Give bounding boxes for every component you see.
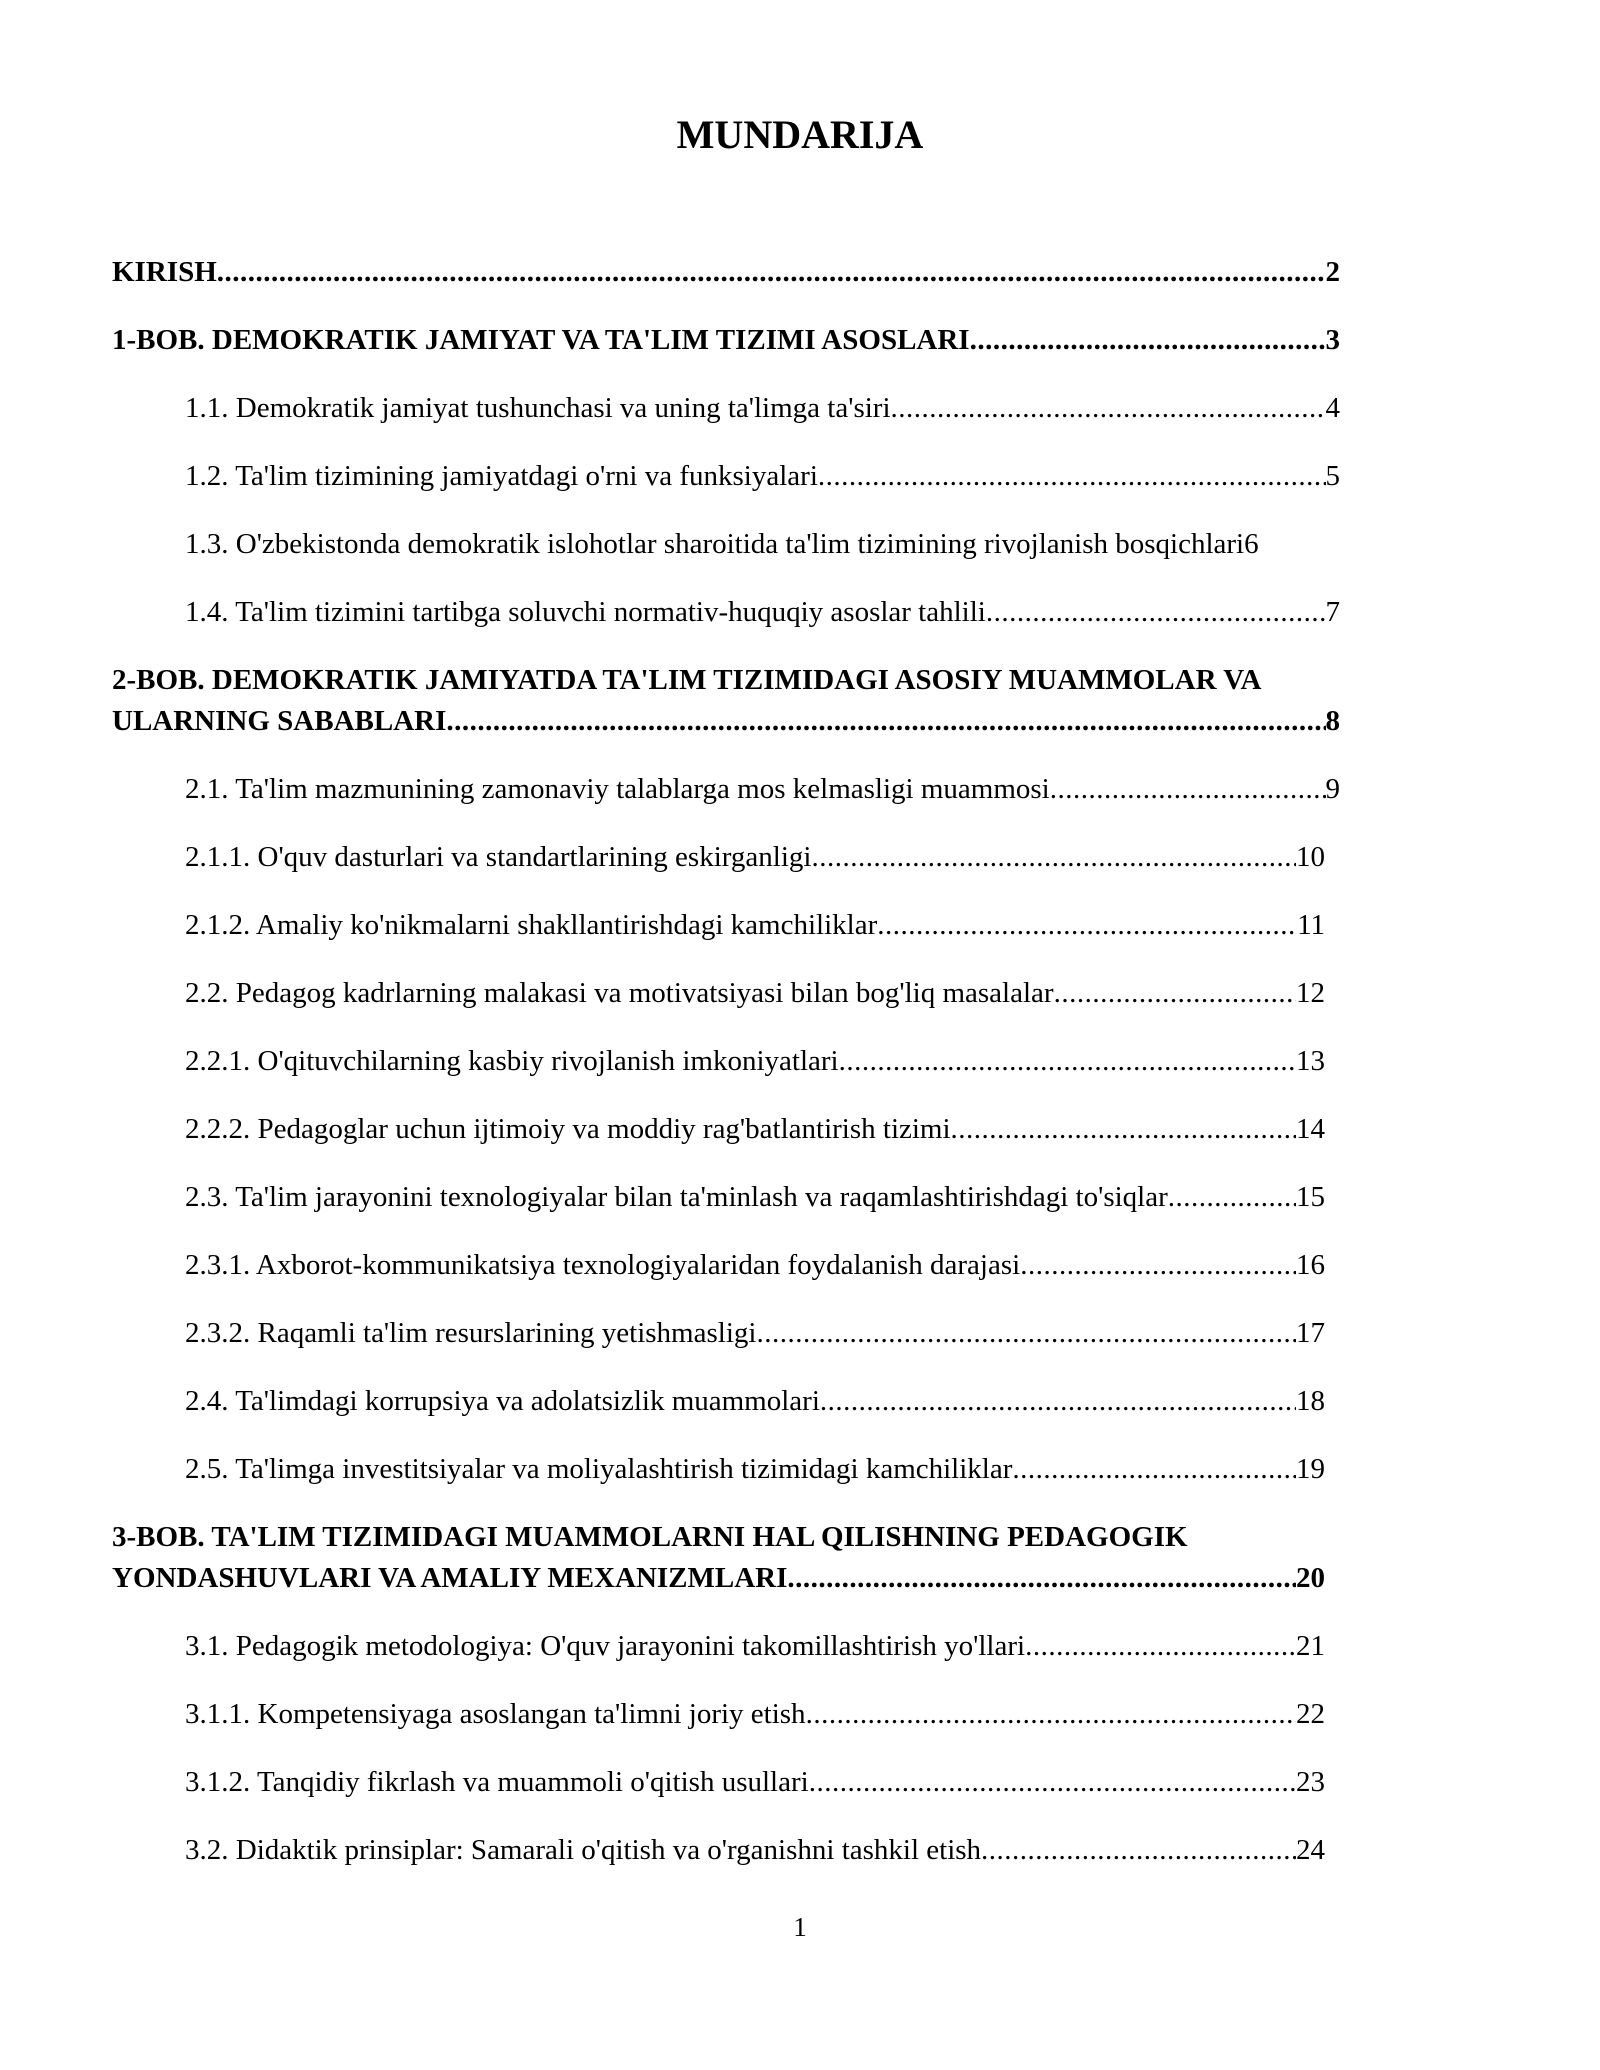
toc-entry-text: 3.1. Pedagogik metodologiya: O'quv jarayonini takomillashtirish yo'llari bbox=[185, 1630, 1026, 1662]
toc-page-number: 13 bbox=[1296, 1045, 1325, 1077]
dot-leader bbox=[986, 592, 1326, 633]
toc-entry-2-2-2[interactable] bbox=[185, 1109, 1325, 1150]
toc-page-number: 20 bbox=[1296, 1562, 1325, 1594]
toc-page-number: 18 bbox=[1296, 1385, 1325, 1417]
toc-entry-text-line1: 2-BOB. DEMOKRATIK JAMIYATDA TA'LIM TIZIMIDAGI ASOSIY MUAMMOLAR VA bbox=[112, 664, 1262, 696]
dot-leader bbox=[891, 388, 1326, 429]
toc-entry-text-line2: YONDASHUVLARI VA AMALIY MEXANIZMLARI bbox=[112, 1562, 788, 1594]
toc-entry-text: 3.1.1. Kompetensiyaga asoslangan ta'limni joriy etish bbox=[185, 1698, 806, 1730]
toc-page-number: 23 bbox=[1296, 1766, 1325, 1798]
toc-entry-1-2[interactable] bbox=[185, 456, 1340, 497]
toc-entry-text-line1: 3-BOB. TA'LIM TIZIMIDAGI MUAMMOLARNI HAL QILISHNING PEDAGOGIK bbox=[112, 1521, 1188, 1553]
toc-page-number: 14 bbox=[1296, 1113, 1325, 1145]
toc-entry-line2 bbox=[112, 701, 1340, 742]
toc-entry-text: 2.3. Ta'lim jarayonini texnologiyalar bilan ta'minlash va raqamlashtirishdagi to'siqlar bbox=[185, 1181, 1168, 1213]
dot-leader bbox=[217, 252, 1326, 293]
toc-entry-3-2[interactable] bbox=[185, 1830, 1325, 1871]
toc-page-number: 7 bbox=[1325, 596, 1340, 628]
toc-entry-line2 bbox=[112, 1558, 1325, 1599]
toc-entry-1-4[interactable] bbox=[185, 592, 1340, 633]
dot-leader bbox=[1012, 1449, 1296, 1490]
page-title: MUNDARIJA bbox=[676, 112, 924, 157]
toc-page-number: 17 bbox=[1296, 1317, 1325, 1349]
toc-entry-text: 3.2. Didaktik prinsiplar: Samarali o'qitish va o'rganishni tashkil etish bbox=[185, 1834, 982, 1866]
dot-leader bbox=[818, 456, 1326, 497]
toc-page-number: 15 bbox=[1296, 1181, 1325, 1213]
toc-page-number: 2 bbox=[1325, 256, 1340, 288]
toc-entry-chapter-3[interactable] bbox=[112, 1517, 1325, 1599]
dot-leader bbox=[981, 1830, 1296, 1871]
toc-entry-2-2-1[interactable] bbox=[185, 1041, 1325, 1082]
dot-leader bbox=[1054, 973, 1296, 1014]
toc-entry-chapter-1[interactable] bbox=[112, 320, 1340, 361]
toc-page-number: 12 bbox=[1296, 977, 1325, 1009]
toc-entry-2-4[interactable] bbox=[185, 1381, 1325, 1422]
toc-entry-2-1-1[interactable] bbox=[185, 837, 1325, 878]
toc-page-number: 11 bbox=[1297, 909, 1325, 941]
toc-page-number: 19 bbox=[1296, 1453, 1325, 1485]
toc-entry-text: 2.5. Ta'limga investitsiyalar va moliyalashtirish tizimidagi kamchiliklar bbox=[185, 1453, 1013, 1485]
toc-entry-text: 2.1. Ta'lim mazmunining zamonaviy talablarga mos kelmasligi muammosi bbox=[185, 773, 1050, 805]
table-of-contents bbox=[112, 252, 1342, 1898]
toc-entry-text: 1-BOB. DEMOKRATIK JAMIYAT VA TA'LIM TIZIMI ASOSLARI bbox=[112, 324, 970, 356]
toc-entry-2-1[interactable] bbox=[185, 769, 1340, 810]
toc-entry-2-3-2[interactable] bbox=[185, 1313, 1325, 1354]
dot-leader bbox=[1168, 1177, 1296, 1218]
toc-entry-text: 1.1. Demokratik jamiyat tushunchasi va uning ta'limga ta'siri bbox=[185, 392, 891, 424]
toc-entry-1-3[interactable] bbox=[185, 524, 1375, 565]
dot-leader bbox=[811, 837, 1296, 878]
toc-entry-2-5[interactable] bbox=[185, 1449, 1325, 1490]
toc-entry-1-1[interactable] bbox=[185, 388, 1340, 429]
toc-entry-text: 2.2. Pedagog kadrlarning malakasi va motivatsiyasi bilan bog'liq masalalar bbox=[185, 977, 1054, 1009]
toc-entry-text: 2.4. Ta'limdagi korrupsiya va adolatsizlik muammolari bbox=[185, 1385, 820, 1417]
toc-page-number: 3 bbox=[1325, 324, 1340, 356]
toc-entry-text: 2.1.1. O'quv dasturlari va standartlarining eskirganligi bbox=[185, 841, 812, 873]
toc-page-number: 10 bbox=[1296, 841, 1325, 873]
toc-page-number: 5 bbox=[1325, 460, 1340, 492]
toc-entry-text: 1.4. Ta'lim tizimini tartibga soluvchi normativ-huquqiy asoslar tahlili bbox=[185, 596, 986, 628]
toc-entry-text: 2.1.2. Amaliy ko'nikmalarni shakllantirishdagi kamchiliklar bbox=[185, 909, 878, 941]
toc-entry-2-2[interactable] bbox=[185, 973, 1325, 1014]
toc-page-number: 16 bbox=[1296, 1249, 1325, 1281]
toc-entry-chapter-2[interactable] bbox=[112, 660, 1340, 742]
toc-entry-kirish[interactable] bbox=[112, 252, 1340, 293]
toc-entry-3-1-1[interactable] bbox=[185, 1694, 1325, 1735]
toc-page-number: 8 bbox=[1325, 705, 1340, 737]
toc-entry-text: 2.2.1. O'qituvchilarning kasbiy rivojlanish imkoniyatlari bbox=[185, 1045, 839, 1077]
dot-leader bbox=[446, 701, 1325, 742]
toc-entry-text: 1.2. Ta'lim tizimining jamiyatdagi o'rni va funksiyalari bbox=[185, 460, 818, 492]
dot-leader bbox=[970, 320, 1326, 361]
toc-entry-text: 2.3.1. Axborot-kommunikatsiya texnologiyalaridan foydalanish darajasi bbox=[185, 1249, 1021, 1281]
dot-leader bbox=[877, 905, 1297, 946]
dot-leader bbox=[809, 1762, 1296, 1803]
dot-leader bbox=[839, 1041, 1296, 1082]
toc-entry-text-line2: ULARNING SABABLARI bbox=[112, 705, 447, 737]
dot-leader bbox=[787, 1558, 1296, 1599]
toc-entry-text: 2.2.2. Pedagoglar uchun ijtimoiy va moddiy rag'batlantirish tizimi bbox=[185, 1113, 951, 1145]
dot-leader bbox=[1025, 1626, 1296, 1667]
toc-entry-2-3[interactable] bbox=[185, 1177, 1325, 1218]
toc-page-number: 22 bbox=[1296, 1698, 1325, 1730]
toc-entry-text: 1.3. O'zbekistonda demokratik islohotlar sharoitida ta'lim tizimining rivojlanish bosqichlari bbox=[185, 528, 1245, 560]
toc-entry-2-1-2[interactable] bbox=[185, 905, 1325, 946]
page-number: 1 bbox=[793, 1912, 807, 1942]
toc-entry-text: 3.1.2. Tanqidiy fikrlash va muammoli o'qitish usullari bbox=[185, 1766, 809, 1798]
dot-leader bbox=[756, 1313, 1296, 1354]
dot-leader bbox=[1050, 769, 1326, 810]
toc-entry-2-3-1[interactable] bbox=[185, 1245, 1325, 1286]
toc-page-number: 24 bbox=[1296, 1834, 1325, 1866]
toc-entry-3-1-2[interactable] bbox=[185, 1762, 1325, 1803]
toc-entry-text: KIRISH bbox=[112, 256, 217, 288]
dot-leader bbox=[1020, 1245, 1296, 1286]
dot-leader bbox=[820, 1381, 1296, 1422]
toc-page-number: 21 bbox=[1296, 1630, 1325, 1662]
toc-entry-text: 2.3.2. Raqamli ta'lim resurslarining yetishmasligi bbox=[185, 1317, 757, 1349]
toc-page-number: 4 bbox=[1325, 392, 1340, 424]
dot-leader bbox=[806, 1694, 1296, 1735]
dot-leader bbox=[951, 1109, 1296, 1150]
toc-page-number: 9 bbox=[1325, 773, 1340, 805]
toc-entry-3-1[interactable] bbox=[185, 1626, 1325, 1667]
toc-page-number: 6 bbox=[1244, 528, 1259, 560]
